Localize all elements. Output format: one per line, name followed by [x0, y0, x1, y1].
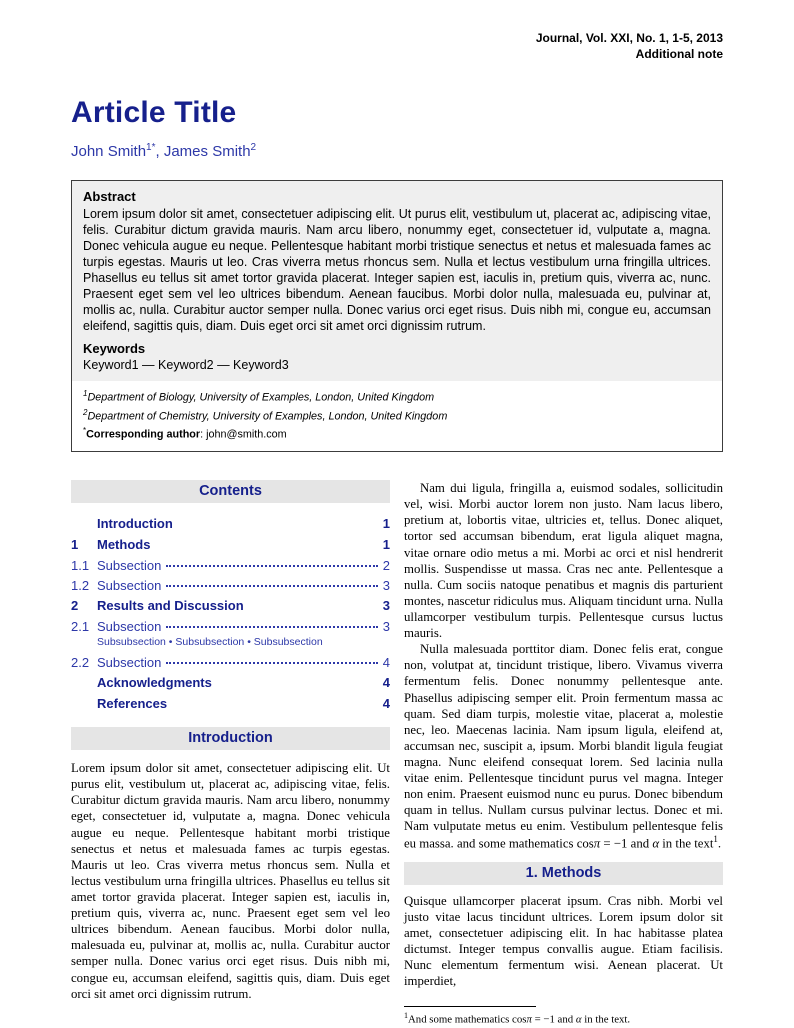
contents-header: Contents [71, 480, 390, 503]
author-byline [71, 142, 723, 160]
math-equals-minus-one: = −1 [531, 1013, 555, 1026]
toc-label: Subsection [97, 655, 162, 671]
keywords-heading: Keywords [83, 341, 146, 357]
article-title: Article Title [71, 96, 237, 130]
right-column [404, 480, 723, 1027]
alpha-symbol: α [575, 1013, 582, 1026]
abstract-box [71, 180, 723, 452]
affiliation-1-mark: 1 [83, 389, 88, 399]
journal-header [71, 30, 723, 62]
corresponding-author-line [83, 425, 711, 443]
toc-number: 1.2 [71, 578, 90, 594]
two-column-layout [71, 480, 723, 1027]
footnote-rule [404, 1006, 536, 1007]
alpha-symbol: α [652, 836, 660, 851]
math-cos: cos [576, 836, 594, 851]
footnote-text-after: in the text. [581, 1013, 631, 1026]
toc-page-number: 2 [382, 558, 390, 574]
email-link[interactable]: john@smith.com [206, 428, 287, 441]
methods-header: 1. Methods [404, 862, 723, 885]
affiliation-2-text: Department of Chemistry, University of Examples, London, United Kingdom [87, 410, 448, 423]
toc-page-number: 4 [382, 655, 390, 671]
footnote-text-before: And some mathematics [408, 1013, 513, 1026]
toc-label: Methods [97, 537, 151, 553]
paragraph-2-text: Nulla malesuada porttitor diam. Donec felis erat, congue non, volutpat at, tincidunt tristique, libero. Vivamus viverra fermentum felis. Donec nonummy pellentesque ante. Phasellus adipiscing semper elit. Proin fermentum massa ac quam. Sed diam turpis, molestie vitae, placerat a, molestie nec, leo. Maecenas lacinia. Nam ipsum ligula, eleifend at, accumsan nec, suscipit a, ipsum. Morbi blandit ligula feugiat magna. Nunc eleifend consequat lorem. Sed lacinia nulla vitae enim. Pellentesque tincidunt purus vel magna. Integer non enim. Praesent euismod nunc eu purus. Donec bibendum quam in tellus. Nullam cursus pulvinar lectus. Donec et mi. Nam vulputate metus eu enim. Vestibulum pellentesque felis eu massa. and some mathematics [404, 642, 723, 851]
toc-number: 2 [71, 598, 79, 614]
toc-number: 1.1 [71, 558, 90, 574]
math-and-text: and [627, 836, 653, 851]
toc-entry-introduction[interactable] [71, 516, 390, 531]
toc-subsubsection-labels: Subsubsection • Subsubsection • Subsubsection [97, 636, 323, 649]
toc-entry-subsection-1-1[interactable] [71, 558, 390, 573]
toc-page-number: 3 [382, 619, 390, 635]
toc-entry-acknowledgments[interactable] [71, 675, 390, 690]
journal-citation: Journal, Vol. XXI, No. 1, 1-5, 2013 [535, 31, 723, 45]
math-equals-minus-one: = −1 [600, 836, 628, 851]
author-2-affiliation-mark: 2 [250, 142, 257, 154]
affiliation-2 [83, 407, 711, 425]
math-and-text: and [554, 1013, 576, 1026]
paragraph-2-period: . [717, 836, 722, 851]
footnote-marker[interactable]: 1 [713, 834, 718, 845]
keywords-list: Keyword1 — Keyword2 — Keyword3 [83, 358, 289, 373]
toc-page-number: 4 [382, 675, 390, 691]
corresponding-author-label: Corresponding author [86, 428, 201, 441]
toc-entry-methods[interactable] [71, 537, 390, 552]
body-paragraph-1: Nam dui ligula, fringilla a, euismod sodales, sollicitudin vel, wisi. Morbi auctor lorem non justo. Nam lacus libero, pretium at, lobortis vitae, ultricies et, tellus. Donec aliquet, tortor sed accumsan bibendum, erat ligula aliquet magna, vitae ornare odio metus a mi. Morbi ac orci et nisl hendrerit mollis. Suspendisse ut massa. Cras nec ante. Pellentesque a nulla. Cum sociis natoque penatibus et magnis dis parturient montes, nascetur ridiculus mus. Aliquam tincidunt urna. Nulla ullamcorper vestibulum turpis. Pellentesque cursus luctus mauris. [404, 481, 723, 641]
toc-entry-references[interactable] [71, 696, 390, 711]
toc-entry-subsubsections[interactable] [71, 636, 390, 648]
pi-symbol: π [526, 1013, 532, 1026]
introduction-paragraph: Lorem ipsum dolor sit amet, consectetuer adipiscing elit. Ut purus elit, vestibulum ut, placerat ac, adipiscing vitae, felis. Curabitur dictum gravida mauris. Nam arcu libero, nonummy eget, consectetuer id, vulputate a, magna. Donec vehicula augue eu neque. Pellentesque habitant morbi tristique senectus et netus et malesuada fames ac turpis egestas. Mauris ut leo. Cras viverra metus rhoncus sem. Nulla et lectus vestibulum urna fringilla ultrices. Phasellus eu tellus sit amet tortor gravida placerat. Integer sapien est, iaculis in, pretium quis, viverra ac, nunc. Praesent eget sem vel leo ultrices bibendum. Aenean faucibus. Morbi dolor nulla, malesuada eu, pulvinar at, mollis ac, nulla. Curabitur auctor semper nulla. Donec varius orci eget risus. Duis nibh mi, congue eu, accumsan eleifend, sagittis quis, diam. Duis eget orci sit amet orci dignissim rutrum. [71, 761, 390, 1001]
introduction-header: Introduction [71, 727, 390, 750]
abstract-text: Lorem ipsum dolor sit amet, consectetuer adipiscing elit. Ut purus elit, vestibulum ut, placerat ac, adipiscing vitae, felis. Curabitur dictum gravida mauris. Nam arcu libero, nonummy eget, consectetuer id, vulputate a, magna. Donec vehicula augue eu neque. Pellentesque habitant morbi tristique senectus et netus et malesuada fames ac turpis egestas. Mauris ut leo. Cras viverra metus rhoncus sem. Nulla et lectus vestibulum urna fringilla ultrices. Phasellus eu tellus sit amet tortor gravida placerat. Integer sapien est, iaculis in, pretium quis, viverra ac, nunc. Praesent eget sem vel leo ultrices bibendum. Aenean faucibus. Morbi dolor nulla, malesuada eu, pulvinar at, mollis ac, nulla. Curabitur auctor semper nulla. Donec varius orci eget risus. Duis nibh mi, congue eu, accumsan eleifend, sagittis quis, diam. Duis eget orci sit amet orci dignissim rutrum. [83, 207, 711, 333]
toc-page-number: 1 [382, 537, 390, 553]
toc-entry-subsection-2-1[interactable] [71, 619, 390, 634]
affiliation-1-text: Department of Biology, University of Examples, London, United Kingdom [87, 391, 435, 404]
math-cos: cos [512, 1013, 527, 1026]
toc-number: 2.2 [71, 655, 90, 671]
author-1: John Smith [71, 143, 147, 161]
methods-paragraph: Quisque ullamcorper placerat ipsum. Cras nibh. Morbi vel justo vitae lacus tincidunt ultrices. Lorem ipsum dolor sit amet, consectetuer adipiscing elit. In hac habitasse platea dictumst. Integer tempus convallis augue. Etiam facilisis. Nunc elementum fermentum wisi. Aenean placerat. Ut imperdiet, [404, 893, 723, 989]
footnote-number: 1 [404, 1010, 408, 1020]
footnote-text [404, 1011, 723, 1027]
toc-label: Introduction [97, 516, 173, 532]
affiliation-1 [83, 388, 711, 406]
body-paragraph-2 [404, 641, 723, 852]
toc-page-number: 3 [382, 598, 390, 614]
table-of-contents [71, 516, 390, 711]
toc-label: References [97, 696, 168, 712]
toc-page-number: 3 [382, 578, 390, 594]
toc-number: 2.1 [71, 619, 90, 635]
toc-label: Subsection [97, 619, 162, 635]
affiliations-block [72, 381, 722, 451]
pi-symbol: π [593, 836, 601, 851]
toc-page-number: 4 [382, 696, 390, 712]
abstract-heading: Abstract [83, 189, 136, 205]
corresponding-author-mark: * [83, 425, 87, 435]
journal-additional-note: Additional note [635, 47, 723, 62]
paragraph-2-tail: in the text [659, 836, 714, 851]
corresponding-author-colon: : [200, 428, 207, 441]
toc-label: Acknowledgments [97, 675, 212, 691]
author-1-affiliation-mark: 1* [146, 142, 156, 154]
toc-page-number: 1 [382, 516, 390, 532]
affiliation-2-mark: 2 [83, 407, 88, 417]
toc-label: Results and Discussion [97, 598, 244, 614]
author-2: James Smith [163, 143, 251, 161]
author-separator: , [155, 143, 164, 161]
footnote-block [404, 1006, 723, 1027]
toc-label: Subsection [97, 578, 162, 594]
toc-label: Subsection [97, 558, 162, 574]
toc-number: 1 [71, 537, 79, 553]
left-column [71, 480, 390, 1027]
toc-entry-subsection-2-2[interactable] [71, 655, 390, 670]
abstract-shaded-area [72, 181, 722, 381]
toc-entry-subsection-1-2[interactable] [71, 578, 390, 593]
toc-entry-results-and-discussion[interactable] [71, 598, 390, 613]
